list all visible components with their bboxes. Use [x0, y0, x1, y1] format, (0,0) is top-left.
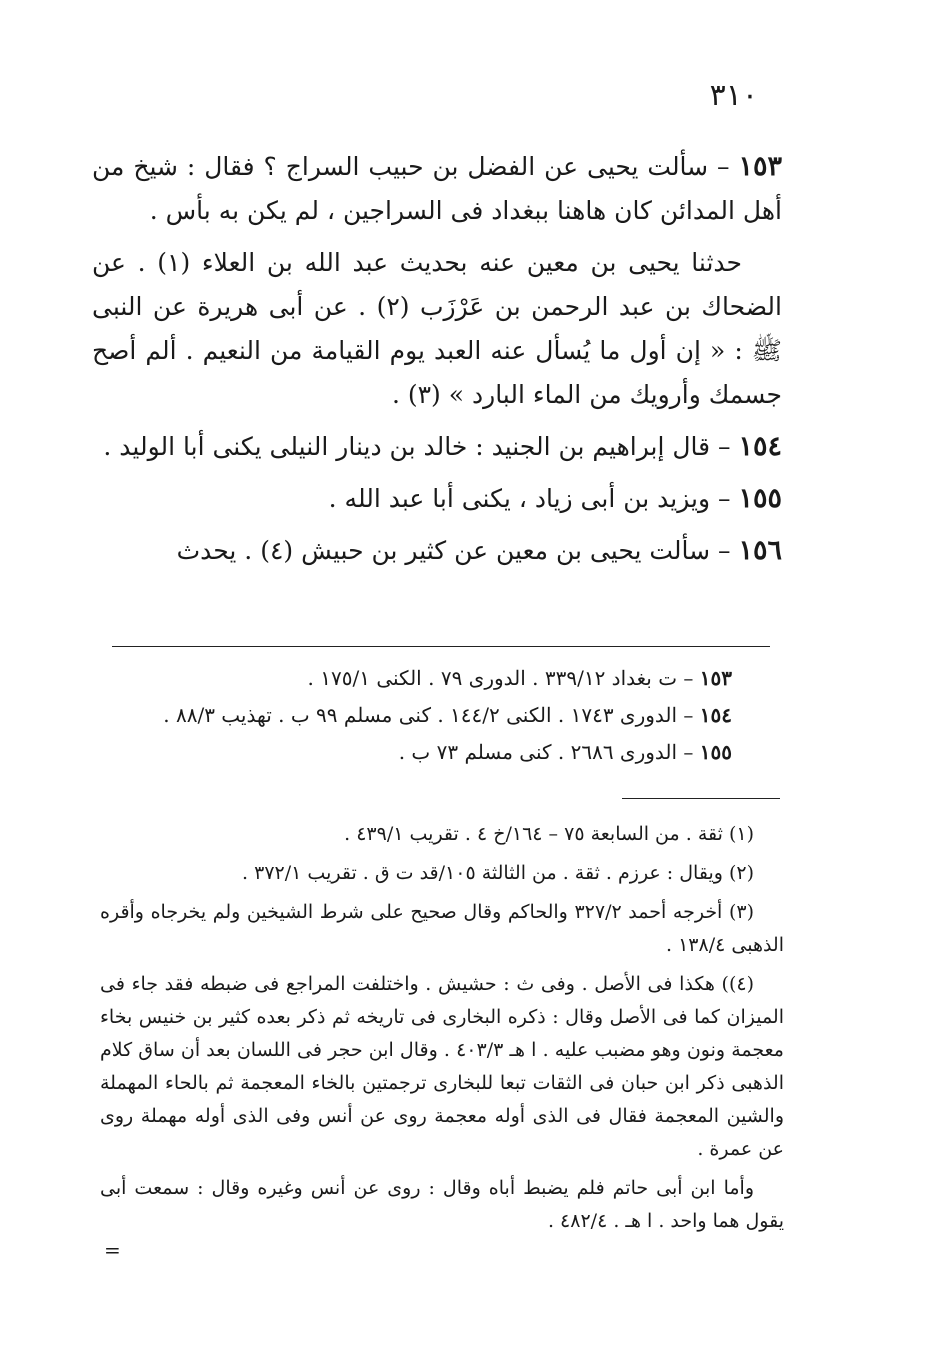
entry-number: ١٥٤: [738, 431, 782, 462]
page-number: ٣١٠: [709, 78, 758, 113]
footnote-3: (٣) أخرجه أحمد ٣٢٧/٢ والحاكم وقال صحيح على شرط الشيخين ولم يخرجاه وأقره الذهبى ١٣٨/٤ .: [100, 901, 784, 956]
hadith-paragraph: حدثنا يحيى بن معين عنه بحديث عبد الله بن العلاء (١) . عن الضحاك بن عبد الرحمن بن عَرْزَب (٢) . عن أبى هريرة عن النبى ﷺ : « إن أول ما يُسأل عنه العبد يوم القيامة من النعيم . ألم أصح جسمك وأرويك من الماء البارد » (٣) .: [92, 248, 782, 409]
entry-153: [92, 145, 782, 233]
footnote-1: (١) ثقة . من السابعة ٧٥ – ١٦٤/خ ٤ . تقريب ٤٣٩/١ .: [344, 823, 754, 845]
reference-number: ١٥٥: [699, 740, 732, 764]
reference-text: – الدورى ٢٦٨٦ . كنى مسلم ٧٣ ب .: [398, 740, 700, 764]
main-text: [92, 145, 782, 581]
reference-text: – الدورى ١٧٤٣ . الكنى ١٤٤/٢ . كنى مسلم ٩٩ ب . تهذيب ٨٨/٣ .: [163, 703, 700, 727]
entry-number: ١٥٣: [738, 151, 782, 182]
reference-number: ١٥٣: [699, 666, 732, 690]
references-block: [100, 660, 732, 771]
entry-text: – قال إبراهيم بن الجنيد : خالد بن دينار النيلى يكنى أبا الوليد .: [103, 432, 739, 461]
footnote-4: (٤)) هكذا فى الأصل . وفى ث : حشيش . واختلفت المراجع فى ضبطه فقد جاء فى الميزان كما فى الأصل وقال : ذكره البخارى فى تاريخه ثم ذكر بعده كثير بن خنيس بخاء معجمة ونون وهو مضبب عليه . ا هـ ٤٠٣/٣ . وقال ابن حجر فى اللسان بعد أن ساق كلام الذهبى ذكر ابن حبان فى الثقات تبعا للبخارى ترجمتين بالخاء المعجمة ثم بالحاء المهملة والشين المعجمة فقال فى الذى أوله معجمة روى عن أنس وفى الذى أوله مهملة روى عن عمرة .: [100, 973, 784, 1160]
entry-154: [92, 425, 782, 469]
footnote-divider-long: [112, 646, 770, 647]
entry-number: ١٥٥: [738, 483, 782, 514]
footnotes-block: [100, 818, 784, 1244]
continuation-mark: =: [104, 1238, 121, 1262]
entry-text: – ويزيد بن أبى زياد ، يكنى أبا عبد الله .: [328, 484, 739, 513]
reference-text: – ت بغداد ٣٣٩/١٢ . الدورى ٧٩ . الكنى ١٧٥/١ .: [307, 666, 700, 690]
reference-line: [100, 734, 732, 771]
entry-155: [92, 477, 782, 521]
entry-text: – سألت يحيى بن معين عن كثير بن حبيش (٤) . يحدث: [176, 536, 739, 565]
entry-number: ١٥٦: [738, 535, 782, 566]
footnote-2: (٢) ويقال : عرزم . ثقة . من الثالثة ١٠٥/قد ت ق . تقريب ٣٧٢/١ .: [242, 862, 754, 884]
footnote-4-continued: وأما ابن أبى حاتم فلم يضبط أباه وقال : روى عن أنس وغيره وقال : سمعت أبى يقول هما واحد . ا هـ . ٤٨٢/٤ .: [100, 1177, 784, 1232]
entry-156: [92, 529, 782, 573]
footnote-divider-short: [622, 798, 780, 799]
reference-number: ١٥٤: [699, 703, 732, 727]
entry-text: – سألت يحيى عن الفضل بن حبيب السراج ؟ فقال : شيخ من أهل المدائن كان هاهنا ببغداد فى السراجين ، لم يكن به بأس .: [92, 152, 782, 225]
reference-line: [100, 697, 732, 734]
reference-line: [100, 660, 732, 697]
